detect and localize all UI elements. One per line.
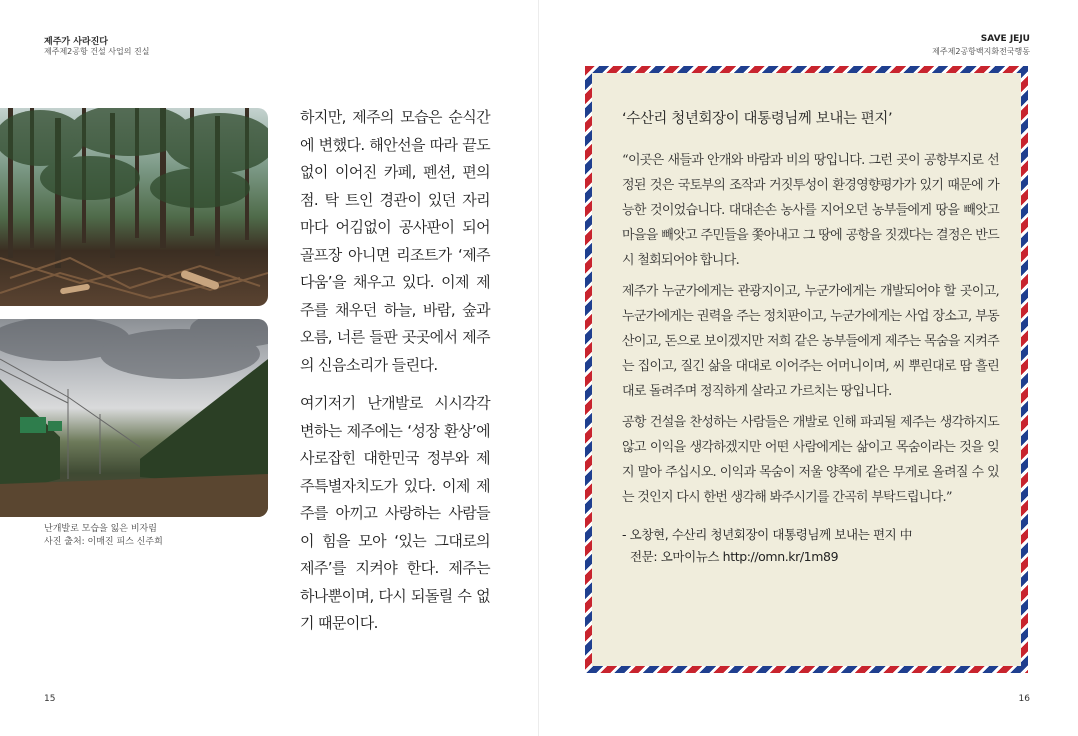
page-number-right: 16	[1018, 694, 1030, 704]
photo-credit: 사진 출처: 이매진 피스 신주희	[44, 537, 163, 547]
photo-caption: 난개발로 모습을 잃은 비자림	[44, 524, 157, 534]
left-header-subtitle: 제주제2공항 건설 사업의 진실	[44, 47, 150, 56]
letter-author: - 오창현, 수산리 청년회장이 대통령님께 보내는 편지 中	[622, 527, 912, 542]
page-divider	[538, 0, 539, 736]
letter-source-link[interactable]: 전문: 오마이뉴스 http://omn.kr/1m89	[630, 549, 839, 564]
road-photo	[0, 319, 268, 517]
letter-paragraph-1: “이곳은 새들과 안개와 바람과 비의 땅입니다. 그런 곳이 공항부지로 선정된 것은 국토부의 조작과 거짓투성이 환경영향평가가 있기 때문에 가능한 것이었습니다. 대대손손 농사를 지어오던 농부들에게 땅을 빼앗고 마을을 빼앗고 주민들을 쫓아내고 그 땅에 공항을 짓겠다는 결정은 반드시 철회되어야 합니다.	[622, 153, 999, 268]
page-number-left: 15	[44, 694, 56, 704]
letter-paragraph-3: 공항 건설을 찬성하는 사람들은 개발로 인해 파괴될 제주는 생각하지도 않고 이익을 생각하겠지만 어떤 사람에게는 삶이고 목숨이라는 것을 잊지 말아 주십시오. 이익과 목숨이 저울 양쪽에 같은 무게로 올려질 수 있는 것인지 다시 한번 생각해 봐주시기를 간곡히 부탁드립니다.”	[622, 415, 999, 505]
letter-paragraph-2: 제주가 누군가에게는 관광지이고, 누군가에게는 개발되어야 할 곳이고, 누군가에게는 권력을 주는 정치판이고, 누군가에게는 사업 장소고, 부동산이고, 돈으로 보이겠지만 저희 같은 농부들에게 제주는 목숨을 지켜주는 집이고, 질긴 삶을 대대로 이어주는 어머니이며, 씨 뿌린대로 땀 흘린대로 돌려주며 정직하게 살라고 가르치는 땅입니다.	[622, 284, 999, 399]
body-text-column	[300, 104, 490, 649]
body-paragraph-1: 하지만, 제주의 모습은 순식간에 변했다. 해안선을 따라 끝도 없이 이어진 카페, 펜션, 편의점. 탁 트인 경관이 있던 자리마다 어김없이 공사판이 되어 골프장 아니면 리조트가 ‘제주다움’을 채우고 있다. 이제 제주를 채우던 하늘, 바람, 숲과 오름, 너른 들판 곳곳에서 제주의 신음소리가 들린다.	[300, 108, 490, 374]
letter-title: ‘수산리 청년회장이 대통령님께 보내는 편지’	[622, 111, 893, 127]
left-header-title: 제주가 사라진다	[44, 37, 108, 47]
letter-content	[592, 73, 1021, 666]
letter-signature	[622, 524, 999, 568]
road-illustration	[0, 319, 268, 517]
forest-photo	[0, 108, 268, 306]
body-paragraph-2: 여기저기 난개발로 시시각각 변하는 제주에는 ‘성장 환상’에 사로잡힌 대한민국 정부와 제주특별자치도가 있다. 이제 제주를 아끼고 사랑하는 사람들이 힘을 모아 ‘있는 그대로의 제주’를 지켜야 한다. 제주는 하나뿐이며, 다시 되돌릴 수 없기 때문이다.	[300, 394, 490, 632]
forest-illustration	[0, 108, 268, 306]
right-header-subtitle: 제주제2공항백지화전국행동	[932, 47, 1030, 56]
right-header-title: SAVE JEJU	[980, 34, 1030, 44]
airmail-letter-box	[585, 66, 1028, 673]
